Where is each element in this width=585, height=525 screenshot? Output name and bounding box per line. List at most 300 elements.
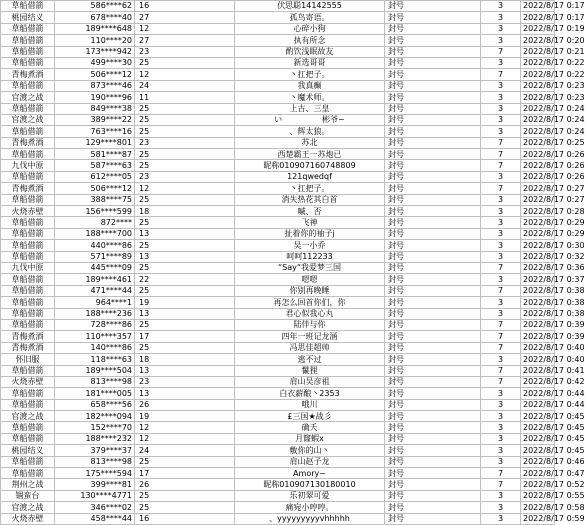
days-cell[interactable]: 3 bbox=[481, 57, 521, 68]
nickname-cell[interactable]: 再怎么回首你们，你 bbox=[235, 297, 385, 308]
phone-cell[interactable]: 190****96 bbox=[55, 92, 135, 103]
time-cell[interactable]: 2022/8/17 0:39 bbox=[521, 331, 555, 342]
status-cell[interactable]: 封号 bbox=[385, 149, 481, 160]
nickname-cell[interactable]: 月窿蝦x bbox=[235, 433, 385, 444]
status-cell[interactable]: 封号 bbox=[385, 69, 481, 80]
game-mode-cell[interactable]: 火烧赤壁 bbox=[1, 376, 55, 387]
game-mode-cell[interactable]: 草船借箭 bbox=[1, 422, 55, 433]
phone-cell[interactable]: 189****648 bbox=[55, 23, 135, 34]
status-cell[interactable]: 封号 bbox=[385, 80, 481, 91]
status-cell[interactable]: 封号 bbox=[385, 285, 481, 296]
nickname-cell[interactable]: 白衣薪酿丶2353 bbox=[235, 388, 385, 399]
days-cell[interactable]: 3 bbox=[481, 114, 521, 125]
days-cell[interactable]: 7 bbox=[481, 149, 521, 160]
days-cell[interactable]: 3 bbox=[481, 35, 521, 46]
phone-cell[interactable]: 445****09 bbox=[55, 262, 135, 273]
days-cell[interactable]: 7 bbox=[481, 183, 521, 194]
number-cell[interactable]: 25 bbox=[135, 502, 235, 513]
number-cell[interactable]: 25 bbox=[135, 342, 235, 353]
phone-cell[interactable]: 118****63 bbox=[55, 354, 135, 365]
number-cell[interactable]: 12 bbox=[135, 69, 235, 80]
status-cell[interactable]: 封号 bbox=[385, 274, 481, 285]
game-mode-cell[interactable]: 青梅煮酒 bbox=[1, 183, 55, 194]
game-mode-cell[interactable]: 草船借箭 bbox=[1, 103, 55, 114]
number-cell[interactable]: 12 bbox=[135, 433, 235, 444]
nickname-cell[interactable]: 昵称0109071607488​09 bbox=[235, 160, 385, 171]
phone-cell[interactable]: 872**** bbox=[55, 217, 135, 228]
nickname-cell[interactable]: 嘁、否 bbox=[235, 206, 385, 217]
time-cell[interactable]: 2022/8/17 0:45 bbox=[521, 445, 555, 456]
phone-cell[interactable]: 678****40 bbox=[55, 12, 135, 23]
time-cell[interactable]: 2022/8/17 0:58 bbox=[521, 502, 555, 513]
game-mode-cell[interactable]: 官渡之战 bbox=[1, 502, 55, 513]
status-cell[interactable]: 封号 bbox=[385, 399, 481, 410]
days-cell[interactable]: 3 bbox=[481, 194, 521, 205]
time-cell[interactable]: 2022/8/17 0:19 bbox=[521, 23, 555, 34]
days-cell[interactable]: 3 bbox=[481, 422, 521, 433]
status-cell[interactable]: 封号 bbox=[385, 160, 481, 171]
nickname-cell[interactable]: 苏北 bbox=[235, 137, 385, 148]
days-cell[interactable]: 7 bbox=[481, 160, 521, 171]
nickname-cell[interactable]: 冯思佳超帅 bbox=[235, 342, 385, 353]
game-mode-cell[interactable]: 青梅煮酒 bbox=[1, 331, 55, 342]
game-mode-cell[interactable]: 草船借箭 bbox=[1, 274, 55, 285]
phone-cell[interactable]: 849****38 bbox=[55, 103, 135, 114]
number-cell[interactable]: 25 bbox=[135, 262, 235, 273]
phone-cell[interactable]: 813****98 bbox=[55, 456, 135, 467]
days-cell[interactable]: 3 bbox=[481, 433, 521, 444]
number-cell[interactable]: 25 bbox=[135, 126, 235, 137]
nickname-cell[interactable]: 鬣狸 bbox=[235, 365, 385, 376]
nickname-cell[interactable]: 酌饮浅眠故友 bbox=[235, 46, 385, 57]
nickname-cell[interactable]: 西楚霸王一苏炮已 bbox=[235, 149, 385, 160]
phone-cell[interactable]: 587****63 bbox=[55, 160, 135, 171]
number-cell[interactable]: 25 bbox=[135, 160, 235, 171]
time-cell[interactable]: 2022/8/17 0:46 bbox=[521, 456, 555, 467]
number-cell[interactable]: 16 bbox=[135, 513, 235, 524]
status-cell[interactable]: 封号 bbox=[385, 456, 481, 467]
game-mode-cell[interactable]: 官渡之战 bbox=[1, 92, 55, 103]
phone-cell[interactable]: 189****461 bbox=[55, 274, 135, 285]
nickname-cell[interactable]: 呵呵112233 bbox=[235, 251, 385, 262]
nickname-cell[interactable]: 孤鸟寄语。 bbox=[235, 12, 385, 23]
number-cell[interactable]: 23 bbox=[135, 46, 235, 57]
status-cell[interactable]: 封号 bbox=[385, 388, 481, 399]
nickname-cell[interactable]: 、辉太狼。 bbox=[235, 126, 385, 137]
game-mode-cell[interactable]: 火烧赤壁 bbox=[1, 513, 55, 524]
days-cell[interactable]: 7 bbox=[481, 69, 521, 80]
number-cell[interactable]: 25 bbox=[135, 456, 235, 467]
time-cell[interactable]: 2022/8/17 0:21 bbox=[521, 46, 555, 57]
phone-cell[interactable]: 388****75 bbox=[55, 194, 135, 205]
status-cell[interactable]: 封号 bbox=[385, 228, 481, 239]
days-cell[interactable]: 7 bbox=[481, 342, 521, 353]
time-cell[interactable]: 2022/8/17 0:37 bbox=[521, 274, 555, 285]
phone-cell[interactable]: 175****594 bbox=[55, 468, 135, 479]
number-cell[interactable]: 24 bbox=[135, 445, 235, 456]
status-cell[interactable]: 封号 bbox=[385, 513, 481, 524]
time-cell[interactable]: 2022/8/17 0:28 bbox=[521, 206, 555, 217]
nickname-cell[interactable]: 陆伴与你 bbox=[235, 319, 385, 330]
game-mode-cell[interactable]: 草船借箭 bbox=[1, 240, 55, 251]
phone-cell[interactable]: 188****700 bbox=[55, 228, 135, 239]
phone-cell[interactable]: 440****86 bbox=[55, 240, 135, 251]
number-cell[interactable]: 12 bbox=[135, 23, 235, 34]
number-cell[interactable]: 25 bbox=[135, 57, 235, 68]
days-cell[interactable]: 7 bbox=[481, 331, 521, 342]
time-cell[interactable]: 2022/8/17 0:22 bbox=[521, 57, 555, 68]
phone-cell[interactable]: 471****44 bbox=[55, 285, 135, 296]
status-cell[interactable]: 封号 bbox=[385, 331, 481, 342]
days-cell[interactable]: 7 bbox=[481, 376, 521, 387]
phone-cell[interactable]: 581****87 bbox=[55, 149, 135, 160]
status-cell[interactable]: 封号 bbox=[385, 262, 481, 273]
status-cell[interactable]: 封号 bbox=[385, 114, 481, 125]
time-cell[interactable]: 2022/8/17 0:22 bbox=[521, 69, 555, 80]
days-cell[interactable]: 3 bbox=[481, 456, 521, 467]
time-cell[interactable]: 2022/8/17 0:32 bbox=[521, 251, 555, 262]
time-cell[interactable]: 2022/8/17 0:38 bbox=[521, 285, 555, 296]
nickname-cell[interactable]: 四年一班记龙涵 bbox=[235, 331, 385, 342]
days-cell[interactable]: 3 bbox=[481, 23, 521, 34]
status-cell[interactable]: 封号 bbox=[385, 46, 481, 57]
time-cell[interactable]: 2022/8/17 0:45 bbox=[521, 411, 555, 422]
nickname-cell[interactable]: 昵称0109071301800​10 bbox=[235, 479, 385, 490]
nickname-cell[interactable]: 敷你的山丶 bbox=[235, 445, 385, 456]
time-cell[interactable]: 2022/8/17 0:30 bbox=[521, 240, 555, 251]
nickname-cell[interactable]: 丶魔术师。 bbox=[235, 92, 385, 103]
time-cell[interactable]: 2022/8/17 0:45 bbox=[521, 422, 555, 433]
days-cell[interactable]: 7 bbox=[481, 262, 521, 273]
game-mode-cell[interactable]: 草船借箭 bbox=[1, 23, 55, 34]
days-cell[interactable]: 3 bbox=[481, 274, 521, 285]
phone-cell[interactable]: 140****86 bbox=[55, 342, 135, 353]
phone-cell[interactable]: 129****801 bbox=[55, 137, 135, 148]
number-cell[interactable]: 22 bbox=[135, 274, 235, 285]
number-cell[interactable]: 12 bbox=[135, 183, 235, 194]
time-cell[interactable]: 2022/8/17 0:24 bbox=[521, 126, 555, 137]
game-mode-cell[interactable]: 草船借箭 bbox=[1, 171, 55, 182]
time-cell[interactable]: 2022/8/17 0:40 bbox=[521, 342, 555, 353]
time-cell[interactable]: 2022/8/17 0:27 bbox=[521, 194, 555, 205]
status-cell[interactable]: 封号 bbox=[385, 342, 481, 353]
phone-cell[interactable]: 389****22 bbox=[55, 114, 135, 125]
number-cell[interactable]: 25 bbox=[135, 149, 235, 160]
time-cell[interactable]: 2022/8/17 0:27 bbox=[521, 183, 555, 194]
phone-cell[interactable]: 189****504 bbox=[55, 365, 135, 376]
game-mode-cell[interactable]: 草船借箭 bbox=[1, 1, 55, 12]
phone-cell[interactable]: 379****37 bbox=[55, 445, 135, 456]
days-cell[interactable]: 3 bbox=[481, 513, 521, 524]
status-cell[interactable]: 封号 bbox=[385, 183, 481, 194]
phone-cell[interactable]: 173****942 bbox=[55, 46, 135, 57]
days-cell[interactable]: 3 bbox=[481, 126, 521, 137]
status-cell[interactable]: 封号 bbox=[385, 57, 481, 68]
status-cell[interactable]: 封号 bbox=[385, 502, 481, 513]
status-cell[interactable]: 封号 bbox=[385, 411, 481, 422]
time-cell[interactable]: 2022/8/17 0:23 bbox=[521, 92, 555, 103]
status-cell[interactable]: 封号 bbox=[385, 1, 481, 12]
game-mode-cell[interactable]: 草船借箭 bbox=[1, 80, 55, 91]
game-mode-cell[interactable]: 桃园结义 bbox=[1, 12, 55, 23]
game-mode-cell[interactable]: 怀旧服 bbox=[1, 354, 55, 365]
days-cell[interactable]: 3 bbox=[481, 388, 521, 399]
time-cell[interactable]: 2022/8/17 0:23 bbox=[521, 80, 555, 91]
phone-cell[interactable]: 181****005 bbox=[55, 388, 135, 399]
time-cell[interactable]: 2022/8/17 0:25 bbox=[521, 137, 555, 148]
number-cell[interactable]: 25 bbox=[135, 114, 235, 125]
number-cell[interactable]: 17 bbox=[135, 468, 235, 479]
time-cell[interactable]: 2022/8/17 0:45 bbox=[521, 433, 555, 444]
nickname-cell[interactable]: 121qwedqf bbox=[235, 171, 385, 182]
status-cell[interactable]: 封号 bbox=[385, 354, 481, 365]
days-cell[interactable]: 3 bbox=[481, 411, 521, 422]
number-cell[interactable]: 16 bbox=[135, 1, 235, 12]
phone-cell[interactable]: 658****56 bbox=[55, 399, 135, 410]
days-cell[interactable]: 7 bbox=[481, 365, 521, 376]
days-cell[interactable]: 7 bbox=[481, 468, 521, 479]
nickname-cell[interactable]: 我真癫 bbox=[235, 80, 385, 91]
nickname-cell[interactable]: 逃不过 bbox=[235, 354, 385, 365]
number-cell[interactable]: 18 bbox=[135, 354, 235, 365]
status-cell[interactable]: 封号 bbox=[385, 103, 481, 114]
nickname-cell[interactable]: 肩山赵子龙 bbox=[235, 456, 385, 467]
nickname-cell[interactable]: 你别再晚睡 bbox=[235, 285, 385, 296]
nickname-cell[interactable]: 丶扛把子。 bbox=[235, 183, 385, 194]
status-cell[interactable]: 封号 bbox=[385, 445, 481, 456]
days-cell[interactable]: 7 bbox=[481, 319, 521, 330]
status-cell[interactable]: 封号 bbox=[385, 297, 481, 308]
game-mode-cell[interactable]: 草船借箭 bbox=[1, 251, 55, 262]
number-cell[interactable]: 23 bbox=[135, 137, 235, 148]
number-cell[interactable]: 26 bbox=[135, 479, 235, 490]
status-cell[interactable]: 封号 bbox=[385, 217, 481, 228]
status-cell[interactable]: 封号 bbox=[385, 126, 481, 137]
time-cell[interactable]: 2022/8/17 0:29 bbox=[521, 217, 555, 228]
number-cell[interactable]: 25 bbox=[135, 103, 235, 114]
days-cell[interactable]: 3 bbox=[481, 308, 521, 319]
status-cell[interactable]: 封号 bbox=[385, 206, 481, 217]
game-mode-cell[interactable]: 草船借箭 bbox=[1, 228, 55, 239]
nickname-cell[interactable]: “Say“我爱梦三国 bbox=[235, 262, 385, 273]
nickname-cell[interactable]: い 彬爷~ bbox=[235, 114, 385, 125]
days-cell[interactable]: 3 bbox=[481, 12, 521, 23]
game-mode-cell[interactable]: 草船借箭 bbox=[1, 35, 55, 46]
time-cell[interactable]: 2022/8/17 0:40 bbox=[521, 354, 555, 365]
days-cell[interactable]: 3 bbox=[481, 206, 521, 217]
game-mode-cell[interactable]: 官渡之战 bbox=[1, 114, 55, 125]
number-cell[interactable]: 13 bbox=[135, 251, 235, 262]
time-cell[interactable]: 2022/8/17 0:38 bbox=[521, 297, 555, 308]
game-mode-cell[interactable]: 草船借箭 bbox=[1, 46, 55, 57]
phone-cell[interactable]: 188****236 bbox=[55, 308, 135, 319]
phone-cell[interactable]: 728****86 bbox=[55, 319, 135, 330]
game-mode-cell[interactable]: 官渡之战 bbox=[1, 411, 55, 422]
days-cell[interactable]: 3 bbox=[481, 502, 521, 513]
game-mode-cell[interactable]: 草船借箭 bbox=[1, 217, 55, 228]
time-cell[interactable]: 2022/8/17 0:26 bbox=[521, 149, 555, 160]
nickname-cell[interactable]: 确夭 bbox=[235, 422, 385, 433]
game-mode-cell[interactable]: 火烧赤壁 bbox=[1, 206, 55, 217]
number-cell[interactable]: 23 bbox=[135, 376, 235, 387]
time-cell[interactable]: 2022/8/17 0:20 bbox=[521, 35, 555, 46]
game-mode-cell[interactable]: 草船借箭 bbox=[1, 456, 55, 467]
status-cell[interactable]: 封号 bbox=[385, 92, 481, 103]
nickname-cell[interactable]: 执有所念 bbox=[235, 35, 385, 46]
game-mode-cell[interactable]: 草船借箭 bbox=[1, 399, 55, 410]
number-cell[interactable]: 11 bbox=[135, 92, 235, 103]
days-cell[interactable]: 3 bbox=[481, 251, 521, 262]
phone-cell[interactable]: 571****89 bbox=[55, 251, 135, 262]
time-cell[interactable]: 2022/8/17 0:59 bbox=[521, 513, 555, 524]
status-cell[interactable]: 封号 bbox=[385, 137, 481, 148]
days-cell[interactable]: 3 bbox=[481, 171, 521, 182]
phone-cell[interactable]: 506****12 bbox=[55, 69, 135, 80]
game-mode-cell[interactable]: 草船借箭 bbox=[1, 297, 55, 308]
nickname-cell[interactable]: 扯着你的袖子j bbox=[235, 228, 385, 239]
time-cell[interactable]: 2022/8/17 0:36 bbox=[521, 262, 555, 273]
days-cell[interactable]: 3 bbox=[481, 490, 521, 501]
days-cell[interactable]: 3 bbox=[481, 228, 521, 239]
time-cell[interactable]: 2022/8/17 0:47 bbox=[521, 468, 555, 479]
status-cell[interactable]: 封号 bbox=[385, 479, 481, 490]
game-mode-cell[interactable]: 青梅煮酒 bbox=[1, 137, 55, 148]
game-mode-cell[interactable]: 青梅煮酒 bbox=[1, 342, 55, 353]
number-cell[interactable]: 12 bbox=[135, 422, 235, 433]
nickname-cell[interactable]: 肩山吴彦祖 bbox=[235, 376, 385, 387]
status-cell[interactable]: 封号 bbox=[385, 23, 481, 34]
status-cell[interactable]: 封号 bbox=[385, 251, 481, 262]
days-cell[interactable]: 3 bbox=[481, 80, 521, 91]
game-mode-cell[interactable]: 九伐中原 bbox=[1, 160, 55, 171]
phone-cell[interactable]: 813****98 bbox=[55, 376, 135, 387]
days-cell[interactable]: 3 bbox=[481, 240, 521, 251]
status-cell[interactable]: 封号 bbox=[385, 365, 481, 376]
number-cell[interactable]: 24 bbox=[135, 80, 235, 91]
game-mode-cell[interactable]: 草船借箭 bbox=[1, 468, 55, 479]
number-cell[interactable]: 25 bbox=[135, 490, 235, 501]
game-mode-cell[interactable]: 青梅煮酒 bbox=[1, 69, 55, 80]
phone-cell[interactable]: 612****05 bbox=[55, 171, 135, 182]
number-cell[interactable]: 27 bbox=[135, 35, 235, 46]
phone-cell[interactable]: 130****4771 bbox=[55, 490, 135, 501]
nickname-cell[interactable]: Amory~ bbox=[235, 468, 385, 479]
time-cell[interactable]: 2022/8/17 0:42 bbox=[521, 376, 555, 387]
phone-cell[interactable]: 964****1 bbox=[55, 297, 135, 308]
number-cell[interactable]: 13 bbox=[135, 228, 235, 239]
number-cell[interactable]: 23 bbox=[135, 171, 235, 182]
number-cell[interactable]: 13 bbox=[135, 365, 235, 376]
phone-cell[interactable]: 346****02 bbox=[55, 502, 135, 513]
days-cell[interactable]: 3 bbox=[481, 92, 521, 103]
game-mode-cell[interactable]: 桃园结义 bbox=[1, 445, 55, 456]
nickname-cell[interactable]: 乐初翠可爱 bbox=[235, 490, 385, 501]
status-cell[interactable]: 封号 bbox=[385, 171, 481, 182]
number-cell[interactable]: 13 bbox=[135, 388, 235, 399]
time-cell[interactable]: 2022/8/17 0:17 bbox=[521, 1, 555, 12]
nickname-cell[interactable]: 心碎小狗 bbox=[235, 23, 385, 34]
days-cell[interactable]: 7 bbox=[481, 479, 521, 490]
nickname-cell[interactable]: 嗯嗯 bbox=[235, 274, 385, 285]
time-cell[interactable]: 2022/8/17 0:44 bbox=[521, 399, 555, 410]
status-cell[interactable]: 封号 bbox=[385, 490, 481, 501]
nickname-cell[interactable]: 飞神 bbox=[235, 217, 385, 228]
game-mode-cell[interactable]: 草船借箭 bbox=[1, 388, 55, 399]
days-cell[interactable]: 3 bbox=[481, 297, 521, 308]
nickname-cell[interactable]: 、yyyyyyyyyvhhhhh bbox=[235, 513, 385, 524]
number-cell[interactable]: 19 bbox=[135, 297, 235, 308]
status-cell[interactable]: 封号 bbox=[385, 194, 481, 205]
number-cell[interactable]: 27 bbox=[135, 12, 235, 23]
phone-cell[interactable]: 763****16 bbox=[55, 126, 135, 137]
time-cell[interactable]: 2022/8/17 0:26 bbox=[521, 171, 555, 182]
days-cell[interactable]: 3 bbox=[481, 1, 521, 12]
nickname-cell[interactable]: 哦川 bbox=[235, 399, 385, 410]
time-cell[interactable]: 2022/8/17 0:55 bbox=[521, 490, 555, 501]
status-cell[interactable]: 封号 bbox=[385, 35, 481, 46]
days-cell[interactable]: 7 bbox=[481, 137, 521, 148]
number-cell[interactable]: 25 bbox=[135, 217, 235, 228]
time-cell[interactable]: 2022/8/17 0:41 bbox=[521, 365, 555, 376]
time-cell[interactable]: 2022/8/17 0:26 bbox=[521, 160, 555, 171]
game-mode-cell[interactable]: 草船借箭 bbox=[1, 365, 55, 376]
phone-cell[interactable]: 152****70 bbox=[55, 422, 135, 433]
number-cell[interactable]: 18 bbox=[135, 206, 235, 217]
number-cell[interactable]: 25 bbox=[135, 194, 235, 205]
nickname-cell[interactable]: £三国★战彡 bbox=[235, 411, 385, 422]
days-cell[interactable]: 3 bbox=[481, 217, 521, 228]
nickname-cell[interactable]: 新选哥哥 bbox=[235, 57, 385, 68]
nickname-cell[interactable]: 伏思聪14142555 bbox=[235, 1, 385, 12]
number-cell[interactable]: 26 bbox=[135, 399, 235, 410]
game-mode-cell[interactable]: 草船借箭 bbox=[1, 319, 55, 330]
game-mode-cell[interactable]: 草船借箭 bbox=[1, 57, 55, 68]
nickname-cell[interactable]: 君心似我心丸 bbox=[235, 308, 385, 319]
days-cell[interactable]: 3 bbox=[481, 399, 521, 410]
number-cell[interactable]: 17 bbox=[135, 331, 235, 342]
time-cell[interactable]: 2022/8/17 0:38 bbox=[521, 308, 555, 319]
game-mode-cell[interactable]: 草船借箭 bbox=[1, 308, 55, 319]
nickname-cell[interactable]: 消失热花其白首 bbox=[235, 194, 385, 205]
phone-cell[interactable]: 506****12 bbox=[55, 183, 135, 194]
status-cell[interactable]: 封号 bbox=[385, 433, 481, 444]
number-cell[interactable]: 25 bbox=[135, 319, 235, 330]
game-mode-cell[interactable]: 草船借箭 bbox=[1, 433, 55, 444]
time-cell[interactable]: 2022/8/17 0:39 bbox=[521, 319, 555, 330]
time-cell[interactable]: 2022/8/17 0:44 bbox=[521, 388, 555, 399]
game-mode-cell[interactable]: 荆州之战 bbox=[1, 479, 55, 490]
status-cell[interactable]: 封号 bbox=[385, 422, 481, 433]
time-cell[interactable]: 2022/8/17 0:52 bbox=[521, 479, 555, 490]
game-mode-cell[interactable]: 九伐中原 bbox=[1, 262, 55, 273]
nickname-cell[interactable]: 丶扛把子。 bbox=[235, 69, 385, 80]
status-cell[interactable]: 封号 bbox=[385, 468, 481, 479]
nickname-cell[interactable]: 吴一小乔 bbox=[235, 240, 385, 251]
phone-cell[interactable]: 399****81 bbox=[55, 479, 135, 490]
number-cell[interactable]: 19 bbox=[135, 411, 235, 422]
phone-cell[interactable]: 110****20 bbox=[55, 35, 135, 46]
phone-cell[interactable]: 873****46 bbox=[55, 80, 135, 91]
time-cell[interactable]: 2022/8/17 0:29 bbox=[521, 228, 555, 239]
days-cell[interactable]: 3 bbox=[481, 445, 521, 456]
number-cell[interactable]: 25 bbox=[135, 285, 235, 296]
status-cell[interactable]: 封号 bbox=[385, 240, 481, 251]
nickname-cell[interactable]: 上古、三皇 bbox=[235, 103, 385, 114]
game-mode-cell[interactable]: 草船借箭 bbox=[1, 126, 55, 137]
status-cell[interactable]: 封号 bbox=[385, 319, 481, 330]
phone-cell[interactable]: 586****62 bbox=[55, 1, 135, 12]
number-cell[interactable]: 25 bbox=[135, 240, 235, 251]
